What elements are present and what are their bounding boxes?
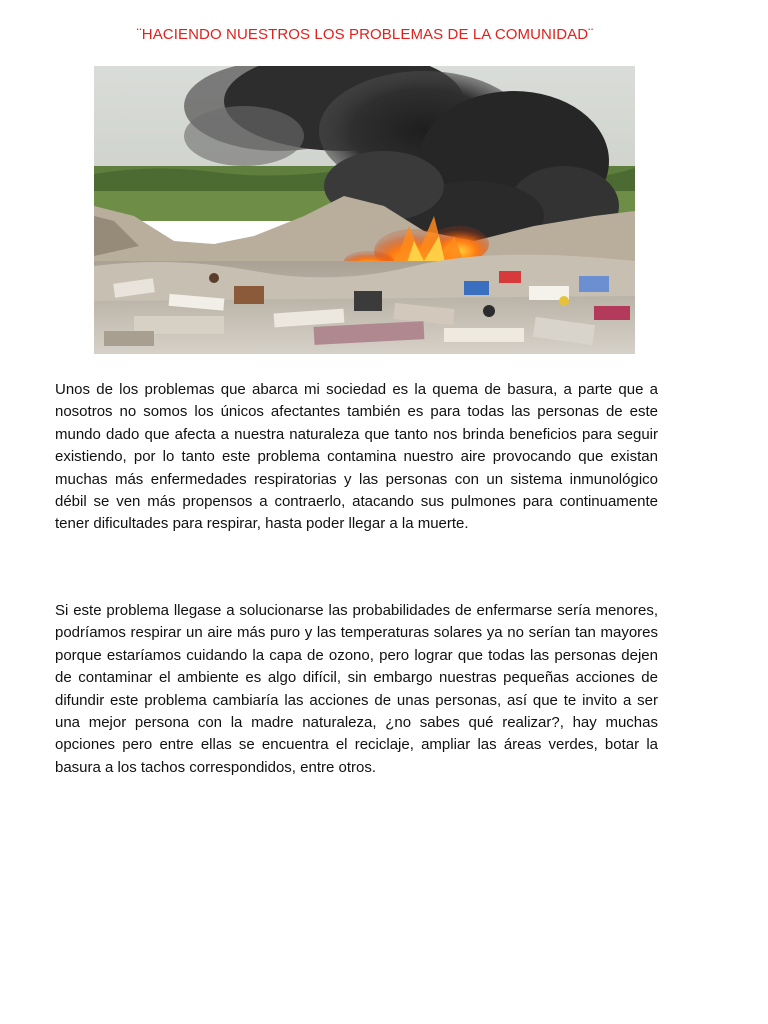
document-title: ¨HACIENDO NUESTROS LOS PROBLEMAS DE LA COMUNIDAD¨ bbox=[136, 26, 594, 43]
paragraph-problem: Unos de los problemas que abarca mi sociedad es la quema de basura, a parte que a nosotros no somos los únicos afectantes también es para todas las personas de este mundo dado que afecta a nuestra naturaleza que tanto nos brinda beneficios para seguir existiendo, por lo tanto este problema contamina nuestro aire provocando que existan muchas más enfermedades respiratorias y las personas con un sistema inmunológico débil se ven más propensos a contraerlo, atacando sus pulmones para continuamente tener dificultades para respirar, hasta poder llegar a la muerte. bbox=[55, 381, 658, 533]
paragraph-solution: Si este problema llegase a solucionarse las probabilidades de enfermarse sería menores, podríamos respirar un aire más puro y las temperaturas solares ya no serían tan mayores porque estaríamos cuidando la capa de ozono, pero lograr que todas las personas dejen de contaminar el ambiente es algo difícil, sin embargo nuestras pequeñas acciones de difundir este problema cambiaría las acciones de unas personas, así que te invito a ser una mejor persona con la madre naturaleza, ¿no sabes qué realizar?, hay muchas opciones pero entre ellas se encuentra el reciclaje, ampliar las áreas verdes, botar la basura a los tachos correspondidos, entre otros. bbox=[55, 602, 658, 776]
garbage-burning-photo bbox=[94, 66, 635, 354]
